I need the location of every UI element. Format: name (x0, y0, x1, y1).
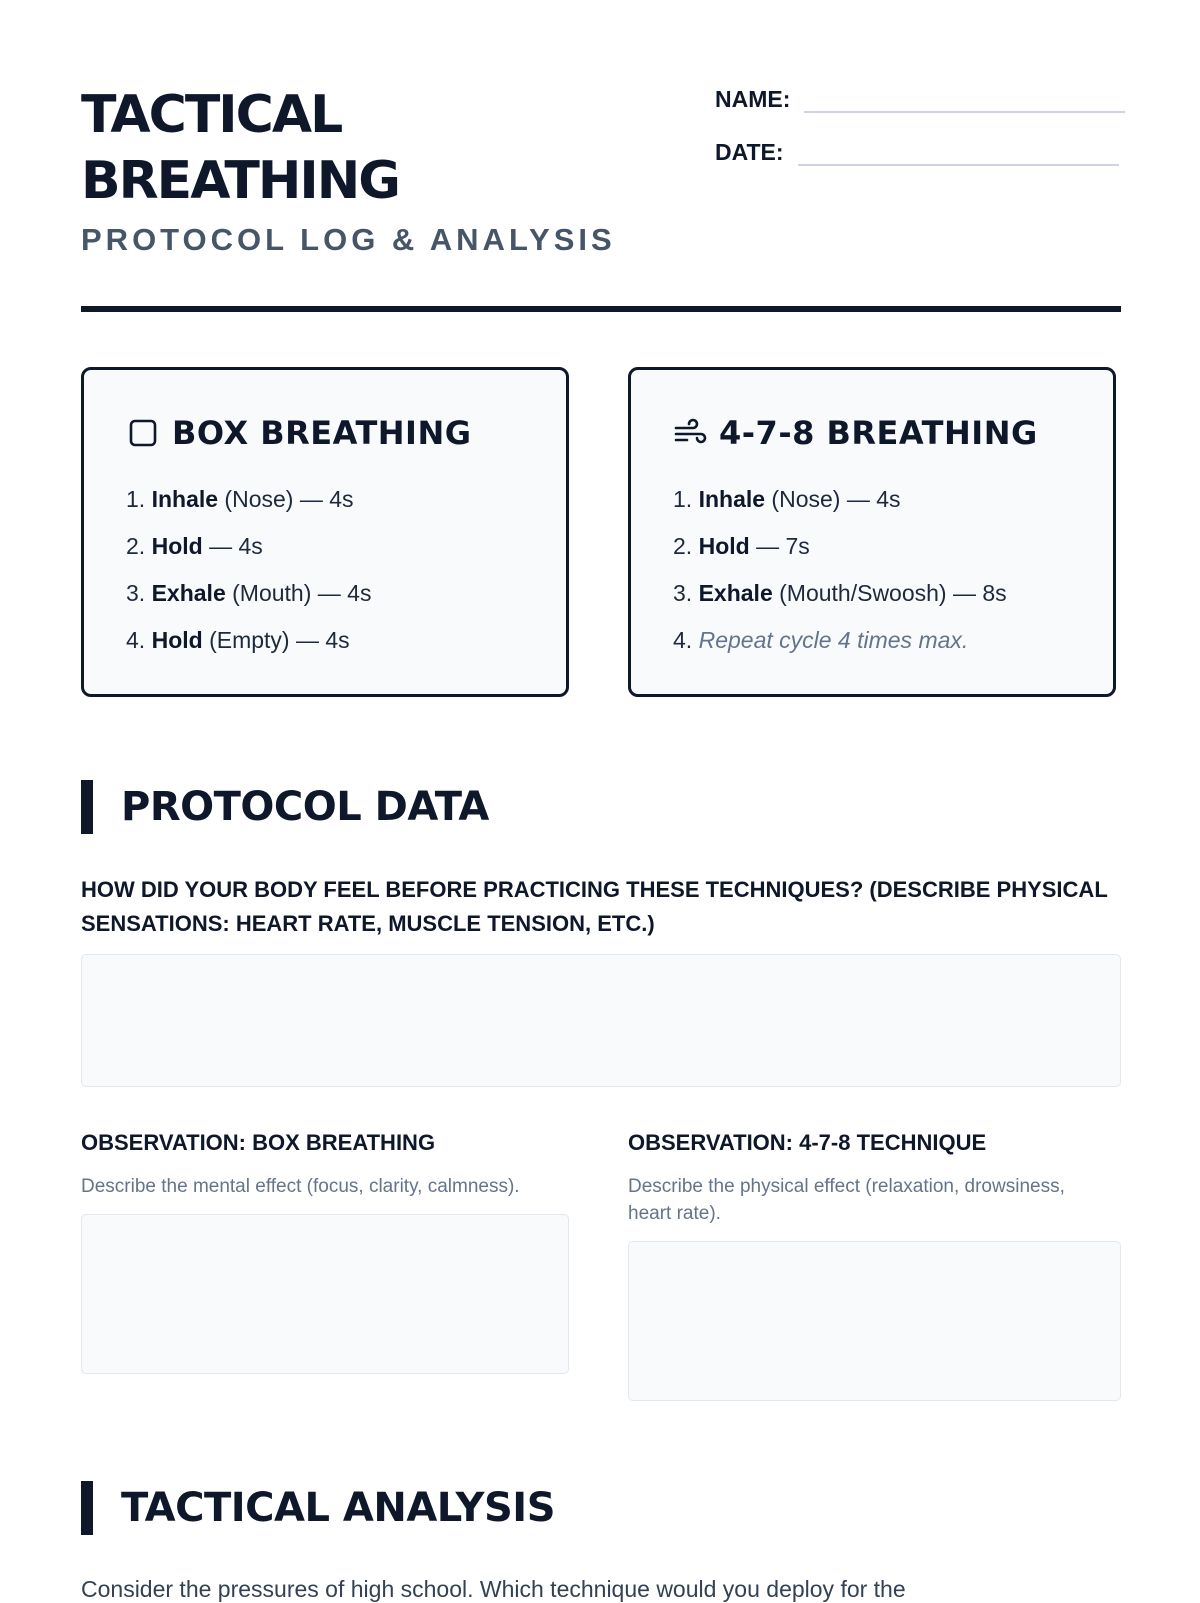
obs-box-answer-box[interactable] (81, 1214, 569, 1374)
section-title: PROTOCOL DATA (121, 784, 489, 830)
wind-icon (673, 416, 707, 450)
title-line-2: BREATHING (81, 151, 399, 211)
obs-478-answer-box[interactable] (628, 1241, 1121, 1401)
title-line-1: TACTICAL (81, 85, 342, 145)
obs-box-hint: Describe the mental effect (focus, clarity, calmness). (81, 1176, 520, 1197)
obs-478-label: OBSERVATION: 4-7-8 TECHNIQUE (628, 1130, 987, 1155)
card-header (673, 414, 1038, 452)
four-seven-eight-card (628, 367, 1116, 697)
card-title: 4-7-8 BREATHING (719, 414, 1038, 452)
section-title: TACTICAL ANALYSIS (121, 1485, 555, 1531)
step-item: 1. Inhale (Nose) — 4s (673, 486, 901, 512)
header-divider (81, 306, 1121, 312)
before-answer-box[interactable] (81, 954, 1121, 1087)
step-item: 2. Hold — 7s (673, 533, 810, 559)
page-title (81, 82, 399, 214)
step-item: 3. Exhale (Mouth) — 4s (126, 580, 372, 606)
card-title: BOX BREATHING (172, 414, 472, 452)
step-item: 4. Repeat cycle 4 times max. (673, 627, 969, 653)
box-breathing-card (81, 367, 569, 697)
obs-box-label: OBSERVATION: BOX BREATHING (81, 1130, 436, 1155)
section-accent-bar (81, 1481, 93, 1535)
obs-478-hint: Describe the physical effect (relaxation, drowsiness, heart rate). (628, 1176, 1065, 1224)
square-icon (126, 416, 160, 450)
step-item: 3. Exhale (Mouth/Swoosh) — 8s (673, 580, 1007, 606)
step-item: 2. Hold — 4s (126, 533, 263, 559)
analysis-section-heading (81, 1481, 555, 1535)
date-label: DATE: (715, 139, 784, 165)
protocol-section-heading (81, 780, 489, 834)
section-accent-bar (81, 780, 93, 834)
step-item: 4. Hold (Empty) — 4s (126, 627, 350, 653)
page-subtitle: PROTOCOL LOG & ANALYSIS (81, 222, 616, 257)
before-question-label: HOW DID YOUR BODY FEEL BEFORE PRACTICING THESE TECHNIQUES? (DESCRIBE PHYSICAL SENSATIONS: HEART RATE, MUSCLE TENSION, ETC.) (81, 877, 1108, 936)
date-line[interactable] (798, 142, 1119, 166)
step-list (673, 484, 1007, 672)
name-line[interactable] (804, 89, 1125, 113)
name-label: NAME: (715, 86, 791, 112)
step-item: 1. Inhale (Nose) — 4s (126, 486, 354, 512)
step-list (126, 484, 371, 672)
card-header (126, 414, 472, 452)
date-field-row (715, 139, 1119, 166)
name-field-row (715, 86, 1125, 113)
analysis-intro-text: Consider the pressures of high school. Which technique would you deploy for the (81, 1576, 906, 1602)
